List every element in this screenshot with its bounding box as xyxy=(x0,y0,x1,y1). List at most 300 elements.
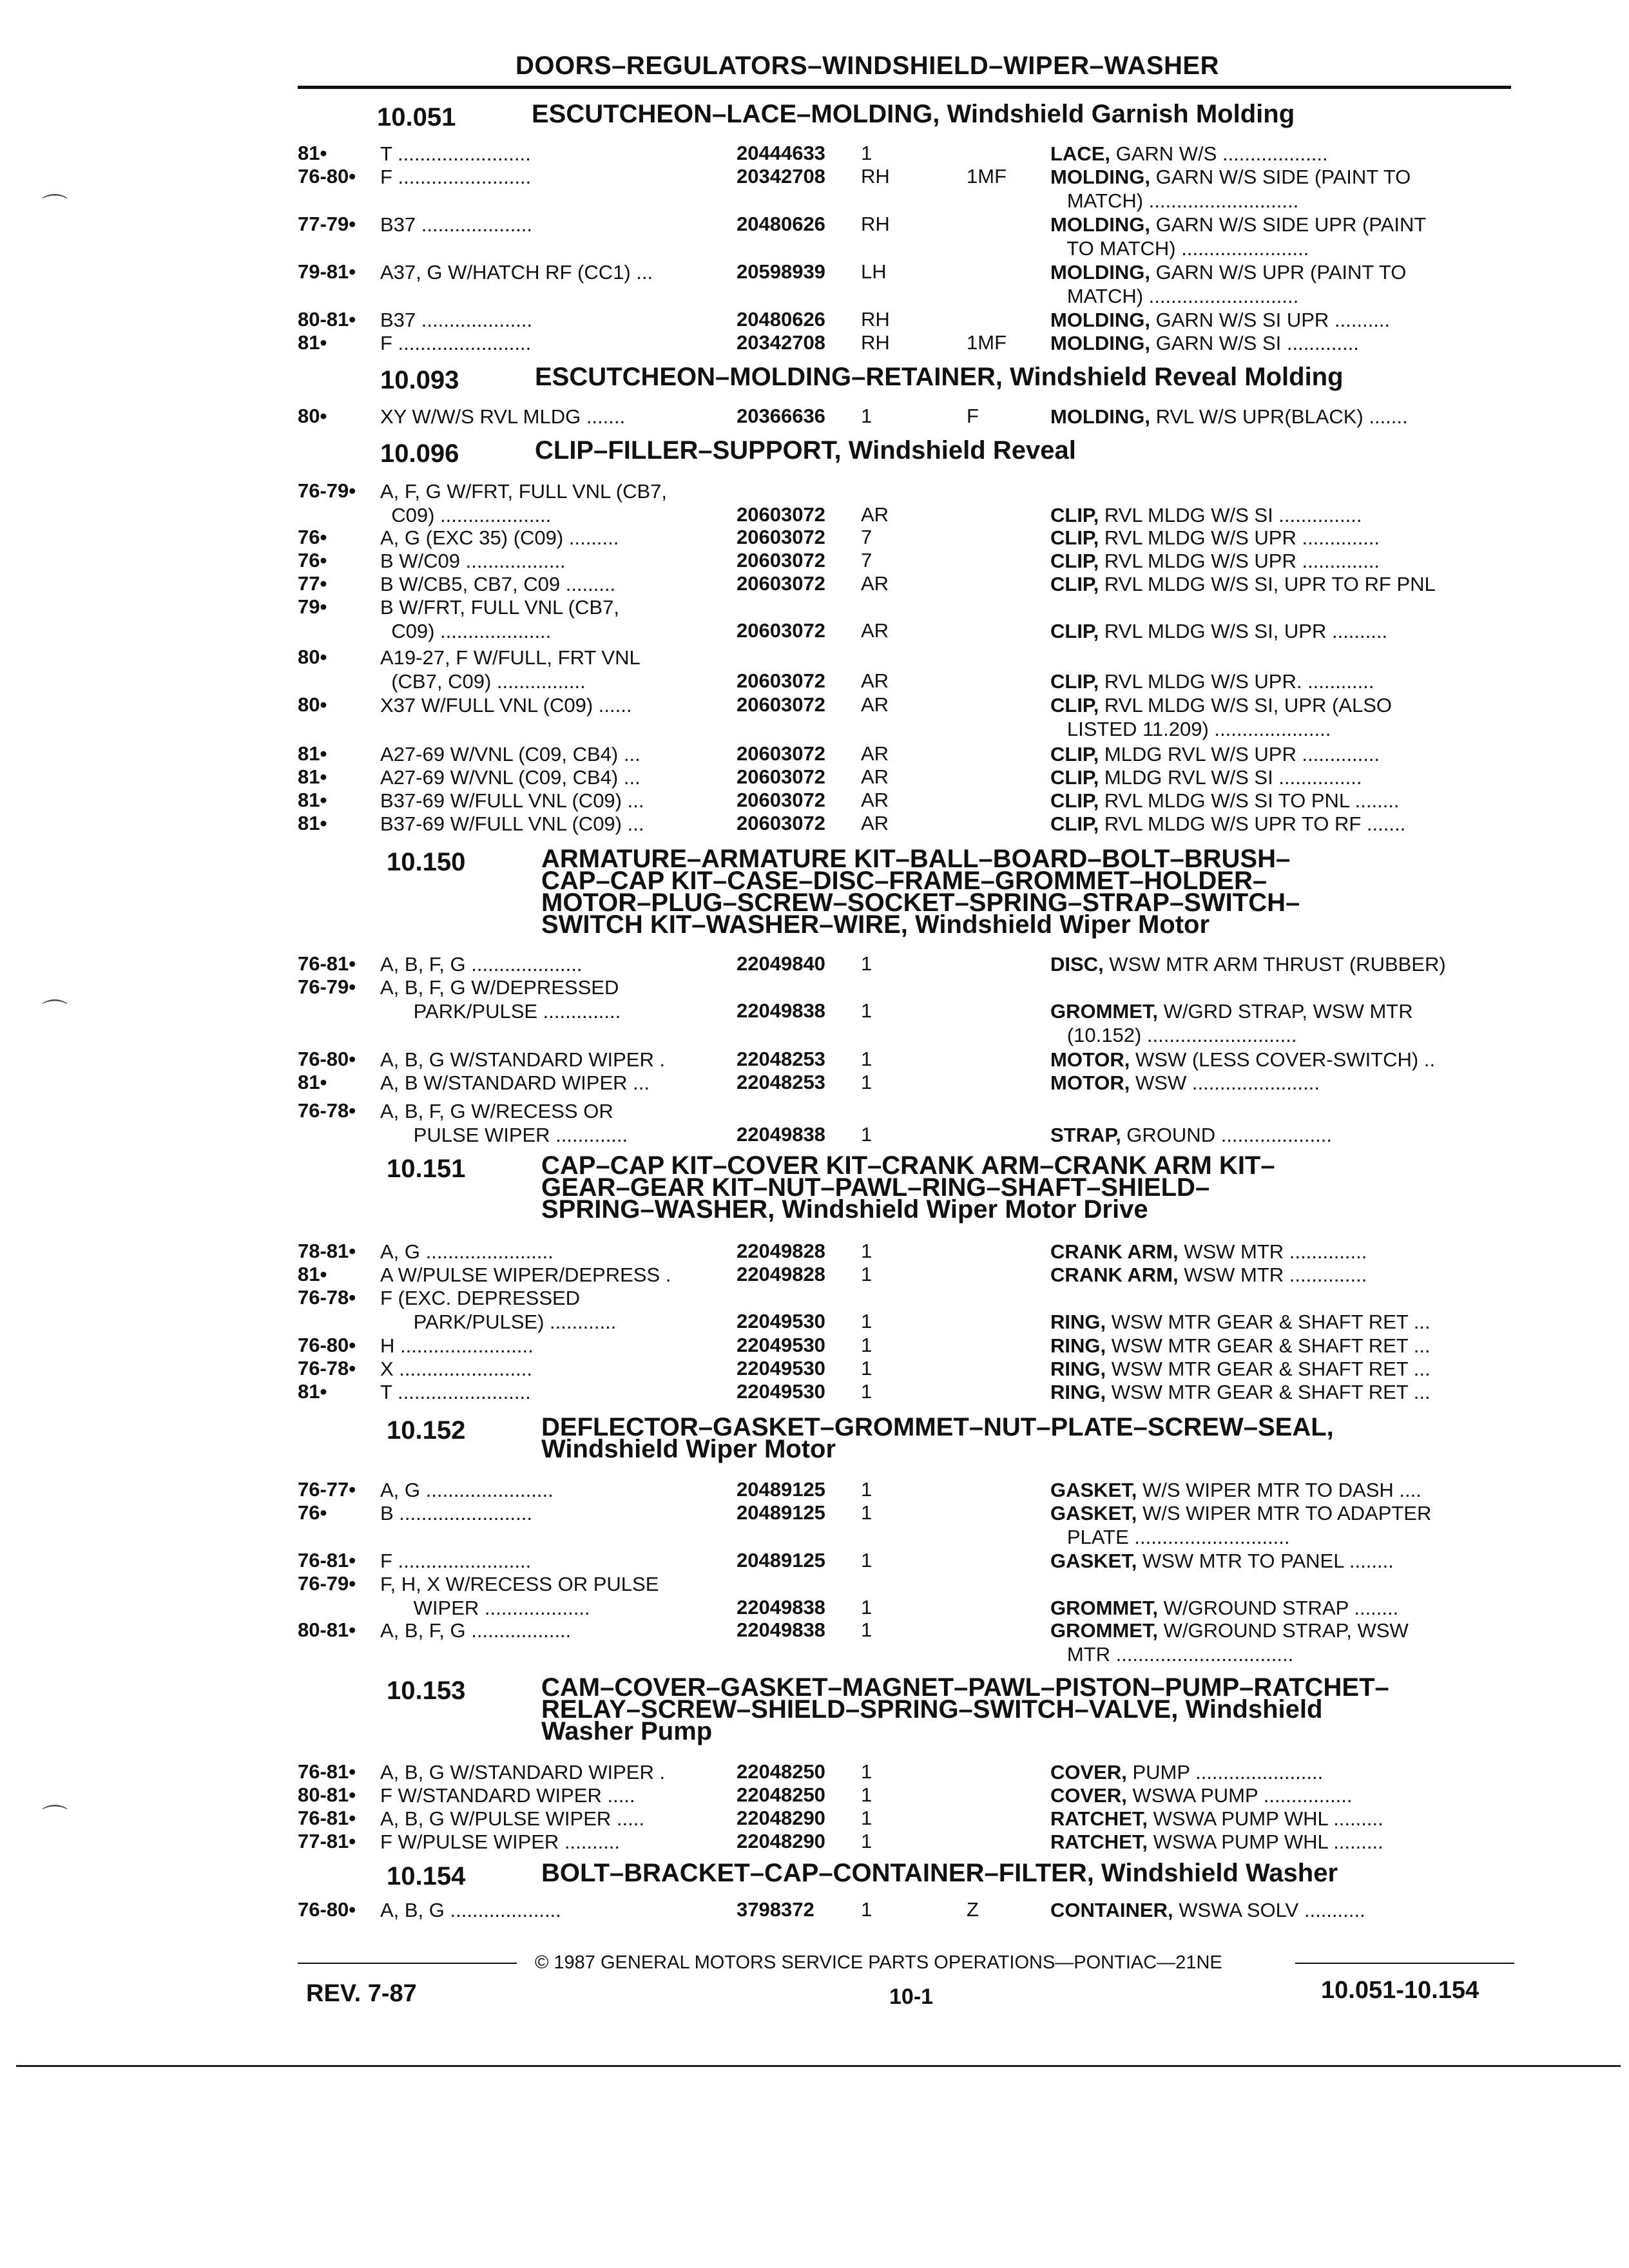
application-description: B ........................ xyxy=(380,1502,532,1524)
part-number: 22049838 xyxy=(737,1619,825,1641)
quantity: 1 xyxy=(861,1478,872,1501)
part-name-keyword: CLIP, xyxy=(1050,812,1099,835)
model-years: 76-80• xyxy=(298,1898,356,1921)
part-number: 20342708 xyxy=(737,165,825,187)
quantity: 7 xyxy=(861,526,872,548)
section-title: ESCUTCHEON–MOLDING–RETAINER, Windshield Reveal Molding xyxy=(535,363,1344,391)
part-number: 22049530 xyxy=(737,1334,825,1356)
quantity: 1 xyxy=(861,1760,872,1783)
application-description: B W/FRT, FULL VNL (CB7, C09) .................... xyxy=(380,596,619,642)
quantity: 1 xyxy=(861,999,872,1022)
part-number: 20603072 xyxy=(737,812,825,834)
part-number: 22049530 xyxy=(737,1310,825,1332)
application-description: A37, G W/HATCH RF (CC1) ... xyxy=(380,261,653,284)
part-name xyxy=(1050,1619,1409,1666)
quantity: AR xyxy=(861,742,889,765)
application-description: X ........................ xyxy=(380,1358,532,1380)
application-description: F, H, X W/RECESS OR PULSE WIPER ................... xyxy=(380,1573,659,1619)
quantity: 1 xyxy=(861,1310,872,1332)
model-years: 81• xyxy=(298,812,327,834)
quantity: 1 xyxy=(861,1619,872,1641)
margin-mark: ⌒ xyxy=(42,193,68,222)
title-underline xyxy=(298,86,1511,89)
application-description: A, G (EXC 35) (C09) ......... xyxy=(380,526,619,549)
part-name xyxy=(1050,1783,1353,1807)
model-years: 76• xyxy=(298,1501,327,1524)
part-name xyxy=(1050,1830,1383,1854)
note-code: 1MF xyxy=(967,165,1007,187)
part-name-keyword: CLIP, xyxy=(1050,504,1099,526)
part-name xyxy=(1050,213,1426,260)
part-number: 20603072 xyxy=(737,669,825,692)
part-name xyxy=(1050,1071,1320,1095)
part-name-detail: GARN W/S SIDE (PAINT TO MATCH) ........................... xyxy=(1066,166,1411,212)
part-name-detail: WSWA SOLV ........... xyxy=(1173,1899,1365,1921)
section-title: ARMATURE–ARMATURE KIT–BALL–BOARD–BOLT–BRUSH– CAP–CAP KIT–CASE–DISC–FRAME–GROMMET–HOLDER– MOTOR–PLUG–SCREW–SOCKET–SPRING–STRAP–SWITCH– SWITCH KIT–WASHER–WIRE, Windshield Wiper Motor xyxy=(541,845,1300,939)
part-name xyxy=(1050,669,1374,693)
part-name-keyword: COVER, xyxy=(1050,1761,1127,1783)
part-name-keyword: CLIP, xyxy=(1050,766,1099,789)
part-name xyxy=(1050,1310,1431,1334)
model-years: 78-81• xyxy=(298,1240,356,1262)
part-name xyxy=(1050,789,1400,812)
model-years: 77-81• xyxy=(298,1830,356,1852)
model-years: 81• xyxy=(298,1380,327,1403)
part-name-detail: W/GRD STRAP, WSW MTR (10.152) ........................... xyxy=(1066,1000,1413,1046)
part-name xyxy=(1050,812,1405,836)
part-name-detail: WSW MTR GEAR & SHAFT RET ... xyxy=(1106,1334,1431,1357)
part-name-keyword: GASKET, xyxy=(1050,1479,1137,1501)
part-name-detail: RVL MLDG W/S UPR TO RF ....... xyxy=(1099,812,1406,835)
part-name-detail: WSWA PUMP WHL ......... xyxy=(1147,1807,1383,1830)
part-name-keyword: GROMMET, xyxy=(1050,1000,1159,1023)
section-number: 10.096 xyxy=(380,439,459,468)
quantity: AR xyxy=(861,503,889,526)
application-description: F ........................ xyxy=(380,1550,532,1572)
quantity: 1 xyxy=(861,1334,872,1356)
part-name-detail: WSW MTR ARM THRUST (RUBBER) xyxy=(1103,953,1446,975)
model-years: 76-81• xyxy=(298,1760,356,1783)
part-name-keyword: MOLDING, xyxy=(1050,309,1150,331)
part-name-keyword: RING, xyxy=(1050,1334,1106,1357)
application-description: A, B, G W/STANDARD WIPER . xyxy=(380,1048,666,1071)
quantity: 1 xyxy=(861,1596,872,1619)
application-description: A, G ....................... xyxy=(380,1240,554,1263)
part-name-keyword: COVER, xyxy=(1050,1784,1127,1807)
model-years: 79• xyxy=(298,595,327,618)
part-number: 20489125 xyxy=(737,1549,825,1571)
part-number: 20444633 xyxy=(737,142,825,164)
page-title: DOORS–REGULATORS–WINDSHIELD–WIPER–WASHER xyxy=(516,52,1219,80)
part-name-detail: RVL MLDG W/S UPR .............. xyxy=(1099,526,1380,549)
application-description: A, B, F, G .................. xyxy=(380,1619,572,1642)
quantity: 1 xyxy=(861,1048,872,1070)
model-years: 76-79• xyxy=(298,1572,356,1595)
quantity: AR xyxy=(861,789,889,811)
part-name-keyword: CLIP, xyxy=(1050,620,1099,642)
part-number: 20366636 xyxy=(737,405,825,427)
part-name-keyword: MOLDING, xyxy=(1050,332,1150,354)
application-description: A, B, G W/STANDARD WIPER . xyxy=(380,1761,666,1783)
quantity: AR xyxy=(861,693,889,716)
part-number: 22048253 xyxy=(737,1071,825,1093)
model-years: 81• xyxy=(298,142,327,164)
part-name-detail: WSW MTR GEAR & SHAFT RET ... xyxy=(1106,1311,1431,1333)
part-number: 22049840 xyxy=(737,952,825,975)
model-years: 77-79• xyxy=(298,213,356,235)
model-years: 80• xyxy=(298,646,327,668)
part-number: 22049530 xyxy=(737,1357,825,1379)
application-description: A27-69 W/VNL (C09, CB4) ... xyxy=(380,743,641,765)
part-name-keyword: CRANK ARM, xyxy=(1050,1264,1179,1286)
quantity: 1 xyxy=(861,1783,872,1806)
model-years: 76• xyxy=(298,526,327,548)
part-name-detail: GARN W/S SI UPR .......... xyxy=(1150,309,1391,331)
model-years: 77• xyxy=(298,572,327,595)
part-name xyxy=(1050,952,1446,976)
model-years: 80-81• xyxy=(298,1619,356,1641)
note-code: F xyxy=(967,405,979,427)
part-name-detail: RVL MLDG W/S SI ............... xyxy=(1099,504,1362,526)
section-title: CLIP–FILLER–SUPPORT, Windshield Reveal xyxy=(535,436,1076,465)
part-name-detail: W/S WIPER MTR TO ADAPTER PLATE ............................ xyxy=(1066,1502,1432,1548)
application-description: B37 .................... xyxy=(380,213,533,236)
part-name-detail: RVL MLDG W/S UPR .............. xyxy=(1099,550,1380,572)
footer-rule-left xyxy=(298,1963,517,1964)
part-name-keyword: MOLDING, xyxy=(1050,166,1150,188)
model-years: 81• xyxy=(298,1263,327,1285)
part-number: 20603072 xyxy=(737,503,825,526)
part-name-keyword: RATCHET, xyxy=(1050,1831,1148,1853)
application-description: XY W/W/S RVL MLDG ....... xyxy=(380,405,626,428)
quantity: 1 xyxy=(861,1549,872,1571)
model-years: 81• xyxy=(298,765,327,788)
application-description: B W/C09 .................. xyxy=(380,550,566,572)
part-number: 22049828 xyxy=(737,1263,825,1285)
copyright-notice: © 1987 GENERAL MOTORS SERVICE PARTS OPERATIONS—PONTIAC—21NE xyxy=(535,1952,1222,1973)
part-name-keyword: CLIP, xyxy=(1050,670,1099,693)
part-name-detail: MLDG RVL W/S UPR .............. xyxy=(1099,743,1380,765)
part-name xyxy=(1050,1501,1431,1549)
margin-mark: ⌒ xyxy=(42,1804,68,1832)
part-name-keyword: MOTOR, xyxy=(1050,1072,1130,1094)
part-name xyxy=(1050,1549,1394,1573)
part-name xyxy=(1050,1334,1431,1358)
part-name xyxy=(1050,1898,1365,1922)
application-description: H ........................ xyxy=(380,1334,534,1357)
part-name-keyword: RATCHET, xyxy=(1050,1807,1148,1830)
quantity: 1 xyxy=(861,1357,872,1379)
model-years: 76-77• xyxy=(298,1478,356,1501)
quantity: 7 xyxy=(861,549,872,572)
section-title: CAM–COVER–GASKET–MAGNET–PAWL–PISTON–PUMP–RATCHET– RELAY–SCREW–SHIELD–SPRING–SWITCH–VALVE, Windshield Washer Pump xyxy=(541,1673,1389,1745)
part-number: 22048253 xyxy=(737,1048,825,1070)
part-name-detail: WSWA PUMP ................ xyxy=(1126,1784,1353,1807)
part-name-keyword: GASKET, xyxy=(1050,1502,1137,1524)
section-number: 10.093 xyxy=(380,366,459,394)
section-title: BOLT–BRACKET–CAP–CONTAINER–FILTER, Windshield Washer xyxy=(541,1859,1338,1887)
part-name-keyword: MOLDING, xyxy=(1050,213,1150,236)
part-name-detail: W/GROUND STRAP, WSW MTR ................................ xyxy=(1066,1619,1409,1666)
application-description: T ........................ xyxy=(380,1381,531,1403)
quantity: 1 xyxy=(861,1263,872,1285)
section-number: 10.151 xyxy=(387,1155,466,1183)
part-number: 20480626 xyxy=(737,308,825,331)
section-title: ESCUTCHEON–LACE–MOLDING, Windshield Garnish Molding xyxy=(532,100,1295,128)
quantity: 1 xyxy=(861,1807,872,1829)
part-number: 22049838 xyxy=(737,1596,825,1619)
quantity: RH xyxy=(861,308,890,331)
part-name xyxy=(1050,1760,1323,1784)
note-code: 1MF xyxy=(967,331,1007,354)
model-years: 76-79• xyxy=(298,479,356,502)
part-number: 20603072 xyxy=(737,619,825,642)
part-number: 22048290 xyxy=(737,1830,825,1852)
model-years: 79-81• xyxy=(298,260,356,283)
application-description: B W/CB5, CB7, C09 ......... xyxy=(380,573,616,595)
section-range: 10.051-10.154 xyxy=(1321,1977,1480,2004)
part-number: 22049838 xyxy=(737,999,825,1022)
quantity: AR xyxy=(861,669,889,692)
application-description: A, B, G W/PULSE WIPER ..... xyxy=(380,1807,644,1830)
quantity: 1 xyxy=(861,1501,872,1524)
model-years: 80• xyxy=(298,693,327,716)
quantity: 1 xyxy=(861,1071,872,1093)
part-name-detail: RVL MLDG W/S SI, UPR (ALSO LISTED 11.209) ..................... xyxy=(1066,694,1393,740)
part-name xyxy=(1050,1478,1422,1502)
part-name-keyword: CLIP, xyxy=(1050,550,1099,572)
part-number: 22049530 xyxy=(737,1380,825,1403)
part-name-detail: GARN W/S ................... xyxy=(1110,142,1328,165)
part-name xyxy=(1050,308,1390,332)
part-name-keyword: GASKET, xyxy=(1050,1550,1137,1572)
part-name xyxy=(1050,999,1413,1047)
application-description: A, B W/STANDARD WIPER ... xyxy=(380,1072,650,1094)
quantity: 1 xyxy=(861,142,872,164)
quantity: AR xyxy=(861,765,889,788)
application-description: F (EXC. DEPRESSED PARK/PULSE) ............ xyxy=(380,1287,617,1333)
quantity: 1 xyxy=(861,405,872,427)
application-description: A, B, F, G W/DEPRESSED PARK/PULSE .............. xyxy=(380,976,621,1023)
part-name-keyword: CONTAINER, xyxy=(1050,1899,1173,1921)
model-years: 76-78• xyxy=(298,1286,356,1309)
application-description: A27-69 W/VNL (C09, CB4) ... xyxy=(380,766,641,789)
part-name-detail: W/S WIPER MTR TO DASH .... xyxy=(1137,1479,1422,1501)
part-name-detail: GARN W/S SIDE UPR (PAINT TO MATCH) ....................... xyxy=(1066,213,1427,260)
model-years: 76-78• xyxy=(298,1099,356,1122)
part-number: 20603072 xyxy=(737,765,825,788)
quantity: AR xyxy=(861,572,889,595)
part-name-keyword: RING, xyxy=(1050,1381,1106,1403)
part-name xyxy=(1050,260,1406,308)
quantity: RH xyxy=(861,165,890,187)
quantity: 1 xyxy=(861,952,872,975)
part-name-keyword: LACE, xyxy=(1050,142,1110,165)
part-name-keyword: STRAP, xyxy=(1050,1124,1121,1146)
quantity: 1 xyxy=(861,1380,872,1403)
application-description: A, B, G .................... xyxy=(380,1899,561,1921)
part-name-keyword: CLIP, xyxy=(1050,573,1099,595)
part-name-detail: PUMP ....................... xyxy=(1126,1761,1324,1783)
part-name-detail: WSWA PUMP WHL ......... xyxy=(1147,1831,1383,1853)
section-number: 10.152 xyxy=(387,1416,466,1445)
part-name xyxy=(1050,165,1411,213)
part-name-detail: GARN W/S UPR (PAINT TO MATCH) ........................... xyxy=(1066,261,1407,307)
note-code: Z xyxy=(967,1898,979,1921)
application-description: X37 W/FULL VNL (C09) ...... xyxy=(380,694,632,716)
model-years: 76-80• xyxy=(298,1048,356,1070)
part-name-keyword: CLIP, xyxy=(1050,526,1099,549)
application-description: A, G ....................... xyxy=(380,1479,554,1501)
application-description: F ........................ xyxy=(380,166,532,188)
section-number: 10.154 xyxy=(387,1862,466,1890)
part-name-keyword: MOLDING, xyxy=(1050,261,1150,284)
application-description: A, B, F, G .................... xyxy=(380,953,583,975)
part-number: 20603072 xyxy=(737,789,825,811)
page-number: 10-1 xyxy=(889,1984,934,2009)
quantity: 1 xyxy=(861,1240,872,1262)
part-name xyxy=(1050,1123,1332,1147)
margin-mark: ⌒ xyxy=(42,999,68,1027)
section-title: DEFLECTOR–GASKET–GROMMET–NUT–PLATE–SCREW–SEAL, Windshield Wiper Motor xyxy=(541,1413,1334,1463)
application-description: A W/PULSE WIPER/DEPRESS . xyxy=(380,1264,671,1286)
model-years: 76-80• xyxy=(298,165,356,187)
part-name-detail: WSW (LESS COVER-SWITCH) .. xyxy=(1130,1048,1436,1071)
part-name-keyword: RING, xyxy=(1050,1358,1106,1380)
model-years: 80• xyxy=(298,405,327,427)
model-years: 80-81• xyxy=(298,1783,356,1806)
part-number: 20603072 xyxy=(737,526,825,548)
part-name-keyword: MOTOR, xyxy=(1050,1048,1130,1071)
part-number: 20603072 xyxy=(737,742,825,765)
model-years: 80-81• xyxy=(298,308,356,331)
model-years: 76-79• xyxy=(298,975,356,998)
part-number: 22049838 xyxy=(737,1123,825,1146)
part-number: 20489125 xyxy=(737,1478,825,1501)
part-name xyxy=(1050,405,1408,428)
application-description: A, F, G W/FRT, FULL VNL (CB7, C09) .................... xyxy=(380,480,667,526)
part-name-keyword: GROMMET, xyxy=(1050,1619,1159,1642)
part-number: 22048290 xyxy=(737,1807,825,1829)
part-name xyxy=(1050,331,1359,355)
section-title: CAP–CAP KIT–COVER KIT–CRANK ARM–CRANK ARM KIT– GEAR–GEAR KIT–NUT–PAWL–RING–SHAFT–SHIELD– SPRING–WASHER, Windshield Wiper Motor Drive xyxy=(541,1151,1275,1224)
application-description: F ........................ xyxy=(380,332,532,354)
application-description: T ........................ xyxy=(380,142,531,165)
part-name-keyword: CLIP, xyxy=(1050,694,1099,716)
quantity: 1 xyxy=(861,1830,872,1852)
part-number: 3798372 xyxy=(737,1898,815,1921)
quantity: LH xyxy=(861,260,887,283)
model-years: 76-81• xyxy=(298,1807,356,1829)
part-name-detail: MLDG RVL W/S SI ............... xyxy=(1099,766,1362,789)
part-name-detail: GROUND .................... xyxy=(1121,1124,1332,1146)
part-name-detail: W/GROUND STRAP ........ xyxy=(1158,1597,1399,1619)
application-description: A, B, F, G W/RECESS OR PULSE WIPER ............. xyxy=(380,1100,628,1146)
part-number: 22048250 xyxy=(737,1760,825,1783)
application-description: B37-69 W/FULL VNL (C09) ... xyxy=(380,789,644,812)
part-name-detail: RVL W/S UPR(BLACK) ....... xyxy=(1150,405,1408,428)
part-name-keyword: RING, xyxy=(1050,1311,1106,1333)
model-years: 76-81• xyxy=(298,952,356,975)
section-number: 10.150 xyxy=(387,848,466,876)
part-name xyxy=(1050,572,1436,596)
part-name xyxy=(1050,765,1362,789)
part-name xyxy=(1050,693,1392,741)
part-name xyxy=(1050,526,1380,550)
model-years: 76-81• xyxy=(298,1549,356,1571)
part-number: 20342708 xyxy=(737,331,825,354)
model-years: 76-78• xyxy=(298,1357,356,1379)
part-name xyxy=(1050,1263,1367,1287)
part-number: 22049828 xyxy=(737,1240,825,1262)
quantity: 1 xyxy=(861,1123,872,1146)
part-number: 20598939 xyxy=(737,260,825,283)
section-number: 10.051 xyxy=(377,103,456,131)
model-years: 81• xyxy=(298,331,327,354)
application-description: A19-27, F W/FULL, FRT VNL (CB7, C09) ................ xyxy=(380,646,641,693)
quantity: AR xyxy=(861,812,889,834)
model-years: 81• xyxy=(298,742,327,765)
part-number: 20603072 xyxy=(737,549,825,572)
part-number: 22048250 xyxy=(737,1783,825,1806)
part-name-keyword: CLIP, xyxy=(1050,789,1099,812)
part-name xyxy=(1050,549,1380,573)
application-description: B37 .................... xyxy=(380,309,533,331)
part-name xyxy=(1050,1240,1367,1264)
model-years: 76-80• xyxy=(298,1334,356,1356)
part-number: 20480626 xyxy=(737,213,825,235)
part-name-detail: WSW MTR .............. xyxy=(1178,1240,1367,1263)
part-name-keyword: GROMMET, xyxy=(1050,1597,1159,1619)
part-name-detail: RVL MLDG W/S SI TO PNL ........ xyxy=(1099,789,1400,812)
part-name xyxy=(1050,142,1328,166)
footer-rule-right xyxy=(1295,1963,1514,1964)
part-name-keyword: CRANK ARM, xyxy=(1050,1240,1179,1263)
part-name xyxy=(1050,742,1380,766)
application-description: F W/STANDARD WIPER ..... xyxy=(380,1784,635,1807)
part-name xyxy=(1050,1357,1431,1381)
part-name-keyword: CLIP, xyxy=(1050,743,1099,765)
part-number: 20603072 xyxy=(737,572,825,595)
part-name-detail: RVL MLDG W/S SI, UPR .......... xyxy=(1099,620,1388,642)
part-number: 20489125 xyxy=(737,1501,825,1524)
model-years: 81• xyxy=(298,1071,327,1093)
scan-edge-line xyxy=(16,2065,1621,2067)
application-description: B37-69 W/FULL VNL (C09) ... xyxy=(380,812,644,835)
revision-label: REV. 7-87 xyxy=(306,1980,417,2007)
section-number: 10.153 xyxy=(387,1677,466,1705)
quantity: 1 xyxy=(861,1898,872,1921)
part-number: 20603072 xyxy=(737,693,825,716)
part-name xyxy=(1050,1380,1431,1404)
part-name-detail: WSW ....................... xyxy=(1130,1072,1320,1094)
part-name-detail: RVL MLDG W/S SI, UPR TO RF PNL xyxy=(1099,573,1436,595)
part-name-keyword: MOLDING, xyxy=(1050,405,1150,428)
part-name-detail: WSW MTR GEAR & SHAFT RET ... xyxy=(1106,1358,1431,1380)
part-name xyxy=(1050,503,1362,527)
model-years: 81• xyxy=(298,789,327,811)
part-name xyxy=(1050,1807,1383,1831)
part-name-keyword: DISC, xyxy=(1050,953,1104,975)
part-name-detail: RVL MLDG W/S UPR. ............ xyxy=(1099,670,1374,693)
part-name xyxy=(1050,1048,1435,1072)
quantity: RH xyxy=(861,213,890,235)
quantity: RH xyxy=(861,331,890,354)
part-name-detail: WSW MTR .............. xyxy=(1178,1264,1367,1286)
part-name-detail: GARN W/S SI ............. xyxy=(1150,332,1359,354)
part-name xyxy=(1050,619,1387,643)
application-description: F W/PULSE WIPER .......... xyxy=(380,1831,621,1853)
